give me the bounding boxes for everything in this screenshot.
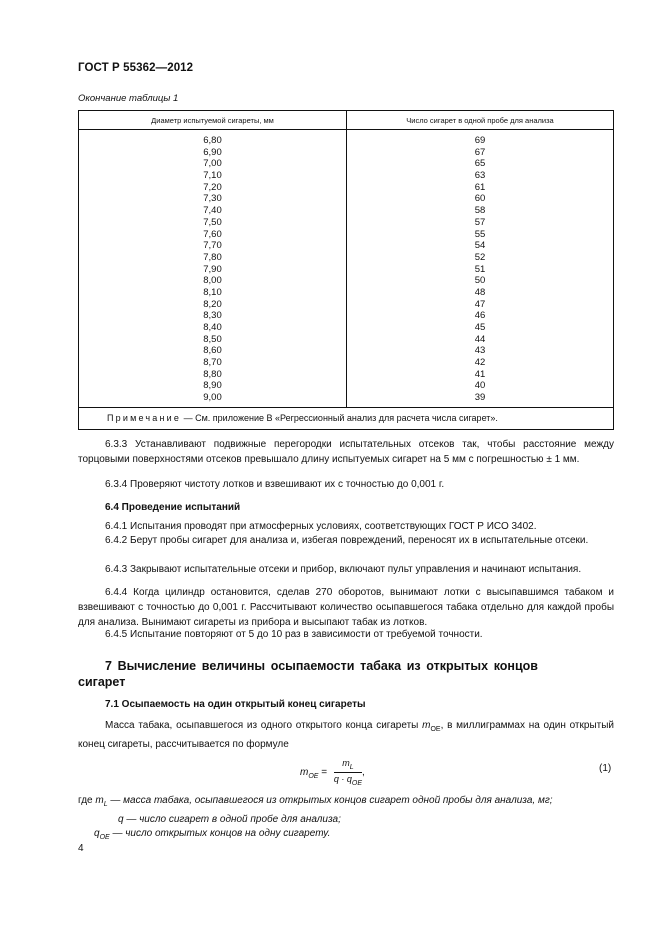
diameter-value: 6,90 [203, 146, 222, 158]
diameter-value: 7,50 [203, 216, 222, 228]
legend-sub-1: L [103, 801, 108, 808]
formula-den-dot: · [338, 773, 347, 784]
legend-sub-3: OE [99, 834, 110, 841]
diameter-value: 8,80 [203, 368, 222, 380]
formula-trail: , [362, 766, 365, 778]
legend-var-3: q [94, 828, 100, 839]
legend-line-3 [78, 827, 618, 846]
diameter-value: 7,20 [203, 181, 222, 193]
diameter-value: 7,30 [203, 193, 222, 205]
formula-lhs-sub: OE [308, 772, 319, 780]
diameter-value: 8,60 [203, 345, 222, 357]
count-value: 58 [474, 205, 486, 217]
diameter-value: 7,70 [203, 240, 222, 252]
table-header-row [79, 111, 614, 130]
diameter-value: 7,00 [203, 158, 222, 170]
count-value: 55 [474, 228, 486, 240]
count-value: 50 [474, 275, 486, 287]
data-table [78, 110, 614, 430]
legend-line-1 [78, 794, 618, 813]
legend-line-2 [78, 813, 618, 828]
p71-text-b: , в миллиграммах на один открытый конец сигареты, рассчитывается по формуле [78, 720, 614, 750]
formula-1 [300, 758, 365, 787]
diameter-value: 9,00 [203, 392, 222, 404]
count-value: 67 [474, 146, 486, 158]
formula-lhs: m [300, 766, 309, 778]
count-value: 40 [474, 380, 486, 392]
formula-num-sub: L [349, 763, 354, 771]
formula-den-sub: OE [351, 779, 363, 787]
paragraph-6-4-2: 6.4.2 Берут пробы сигарет для анализа и, избегая повреждений, переносят их в испытательные отсеки. [105, 535, 589, 546]
legend-var-2: q [118, 813, 124, 825]
count-value: 42 [474, 357, 486, 369]
count-value: 48 [474, 286, 486, 298]
table-caption: Окончание таблицы 1 [78, 93, 179, 104]
table-note [79, 407, 614, 429]
diameter-value: 7,10 [203, 170, 222, 182]
paragraph-6-3-3: 6.3.3 Устанавливают подвижные перегородки испытательных отсеков так, чтобы расстояние между торцовыми поверхностями отсеков превышало длину испытуемых сигарет на 5 мм с погрешностью ± 1 мм. [78, 439, 614, 465]
count-value: 41 [474, 368, 486, 380]
diameter-value: 8,40 [203, 322, 222, 333]
page-number: 4 [78, 843, 84, 854]
formula-den-q2: q [346, 773, 352, 784]
table-values-row [79, 130, 614, 408]
count-value: 52 [474, 251, 486, 263]
table-note-row [79, 407, 614, 429]
diameter-value: 8,00 [203, 275, 222, 287]
paragraph-6-4-1: 6.4.1 Испытания проводят при атмосферных условиях, соответствующих ГОСТ Р ИСО 3402. [105, 521, 537, 532]
heading-6-4: 6.4 Проведение испытаний [105, 502, 241, 513]
count-value: 54 [474, 240, 486, 252]
paragraph-7-1 [78, 718, 614, 752]
legend-text-1: — масса табака, осыпавшегося из открытых концов сигарет одной пробы для анализа, мг; [107, 795, 553, 806]
count-value: 44 [474, 333, 486, 345]
paragraph-6-4-5: 6.4.5 Испытание повторяют от 5 до 10 раз в зависимости от требуемой точности. [105, 629, 483, 640]
p71-var: m [422, 720, 431, 731]
paragraph-6-4-3: 6.4.3 Закрывают испытательные отсеки и прибор, включают пульт управления и начинают испытания. [105, 564, 582, 575]
count-value: 61 [474, 181, 486, 193]
count-value: 39 [474, 392, 486, 404]
diameter-value: 8,20 [203, 298, 222, 310]
diameter-value: 6,80 [203, 135, 222, 146]
diameter-value: 8,90 [203, 380, 222, 392]
diameter-value: 8,30 [203, 310, 222, 322]
heading-section-7: 7 Вычисление величины осыпаемости табака из открытых концов сигарет [78, 659, 538, 689]
formula-num: m [342, 758, 350, 768]
note-label: Примечание [107, 413, 182, 424]
formula-den-q: q [333, 773, 339, 784]
diameter-values [79, 130, 347, 408]
diameter-value: 8,70 [203, 357, 222, 369]
p71-sub: OE [430, 726, 441, 733]
diameter-value: 7,40 [203, 205, 222, 217]
legend-text-3: — число открытых концов на одну сигарету. [109, 828, 331, 839]
heading-7-1: 7.1 Осыпаемость на один открытый конец сигареты [105, 699, 366, 710]
count-value: 46 [474, 310, 486, 322]
formula-fraction [334, 758, 362, 787]
paragraph-6-4-4: 6.4.4 Когда цилиндр остановится, сделав 270 оборотов, вынимают лотки с высыпавшимся табаком и взвешивают с точностью до 0,001 г. Рассчитывают количество осыпавшегося табака отдельно для каждой пробы для анализа. Вынимают сигареты из прибора и высыпают табак из лотков. [78, 587, 614, 628]
formula-eq: = [318, 766, 330, 778]
document-header: ГОСТ Р 55362—2012 [78, 62, 194, 74]
count-value: 47 [474, 298, 486, 310]
count-values [347, 130, 614, 408]
count-value: 57 [474, 216, 486, 228]
count-value: 43 [474, 345, 486, 357]
count-value: 65 [474, 158, 486, 170]
formula-number: (1) [599, 763, 612, 774]
p71-text-a: Масса табака, осыпавшегося из одного открытого конца сигареты [105, 720, 423, 731]
diameter-value: 7,80 [203, 251, 222, 263]
paragraph-6-3-4: 6.3.4 Проверяют чистоту лотков и взвешивают их с точностью до 0,001 г. [105, 479, 445, 490]
count-value: 60 [474, 193, 486, 205]
count-value: 51 [474, 263, 486, 275]
col-count-header: Число сигарет в одной пробе для анализа [347, 111, 614, 130]
legend-var-1: m [95, 795, 104, 806]
diameter-value: 7,60 [203, 228, 222, 240]
diameter-value: 8,50 [203, 333, 222, 345]
count-value: 45 [474, 322, 486, 333]
count-value: 69 [474, 135, 486, 146]
formula-legend [78, 794, 618, 846]
diameter-value: 8,10 [203, 286, 222, 298]
count-value: 63 [474, 170, 486, 182]
col-diameter-header: Диаметр испытуемой сигареты, мм [79, 111, 347, 130]
diameter-value: 7,90 [203, 263, 222, 275]
note-text: — См. приложение В «Регрессионный анализ для расчета числа сигарет». [183, 413, 498, 424]
legend-lead: где [78, 795, 96, 806]
legend-text-2: — число сигарет в одной пробе для анализа; [123, 813, 341, 825]
